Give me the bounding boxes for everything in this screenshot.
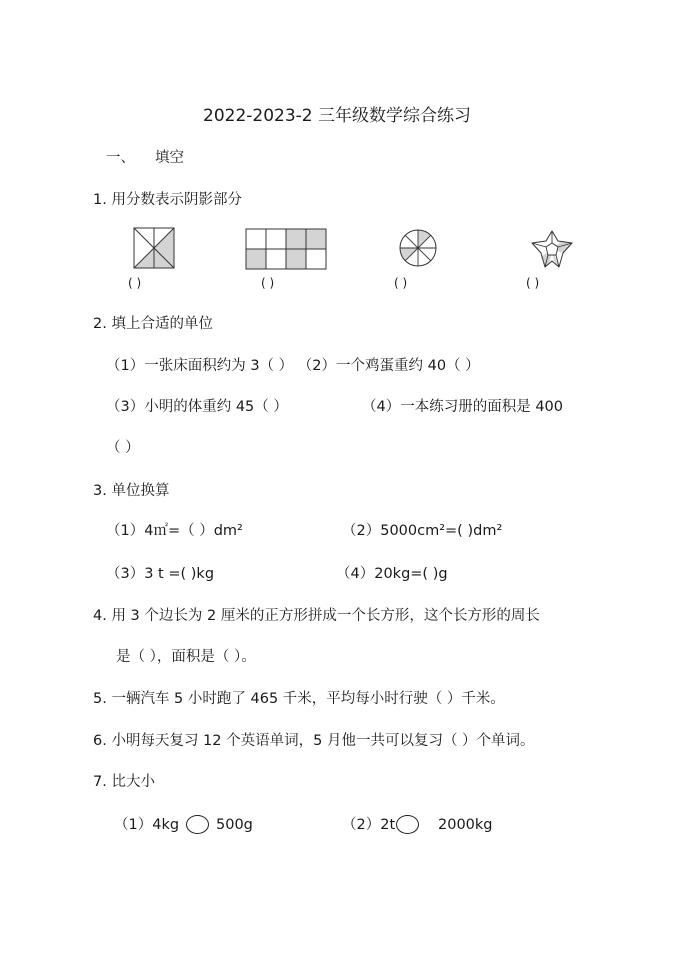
compare-circle-1[interactable] — [186, 815, 209, 834]
q3-line-1b: （2）5000cm²=( )dm² — [342, 523, 503, 539]
answer-blank-4[interactable]: ( ) — [526, 276, 540, 290]
q7-item-1-right: 500g — [216, 817, 253, 833]
q7-item-1-left: （1）4kg — [114, 817, 180, 833]
question-2: 2. 填上合适的单位 — [93, 316, 213, 332]
question-6: 6. 小明每天复习 12 个英语单词，5 月他一共可以复习（ ）个单词。 — [93, 733, 535, 749]
q2-line-2b: （4）一本练习册的面积是 400 — [362, 399, 564, 415]
question-1: 1. 用分数表示阴影部分 — [93, 192, 242, 208]
compare-circle-2[interactable] — [396, 815, 419, 834]
question-3: 3. 单位换算 — [93, 483, 170, 499]
q2-line-2a: （3）小明的体重约 45（ ） — [106, 399, 288, 415]
figure-square-diagonals — [134, 228, 174, 268]
question-4-line-2: 是（ ），面积是（ ）。 — [116, 649, 256, 665]
q3-line-2b: （4）20kg=( )g — [336, 566, 448, 582]
section-label: 填空 — [155, 150, 184, 166]
figure-grid — [246, 229, 326, 269]
page-title: 2022-2023-2 三年级数学综合练习 — [203, 106, 472, 126]
figure-star — [532, 229, 572, 269]
answer-blank-2[interactable]: ( ) — [261, 276, 275, 290]
question-7: 7. 比大小 — [93, 774, 155, 790]
q7-item-2-right: 2000kg — [438, 817, 493, 833]
answer-blank-1[interactable]: ( ) — [128, 276, 142, 290]
question-4-line-1: 4. 用 3 个边长为 2 厘米的正方形拼成一个长方形，这个长方形的周长 — [93, 608, 540, 624]
q7-item-2-left: （2）2t — [342, 817, 396, 833]
q2-line-3: （ ） — [106, 440, 140, 456]
q3-line-1a: （1）4㎡=（ ）dm² — [106, 523, 243, 539]
figure-circle-sectors — [399, 229, 437, 267]
section-number: 一、 — [106, 150, 135, 166]
question-5: 5. 一辆汽车 5 小时跑了 465 千米，平均每小时行驶（ ）千米。 — [93, 691, 505, 707]
q2-line-1: （1）一张床面积约为 3（ ） （2）一个鸡蛋重约 40（ ） — [106, 358, 480, 374]
answer-blank-3[interactable]: ( ) — [394, 276, 408, 290]
q3-line-2a: （3）3 t =( )kg — [106, 566, 215, 582]
